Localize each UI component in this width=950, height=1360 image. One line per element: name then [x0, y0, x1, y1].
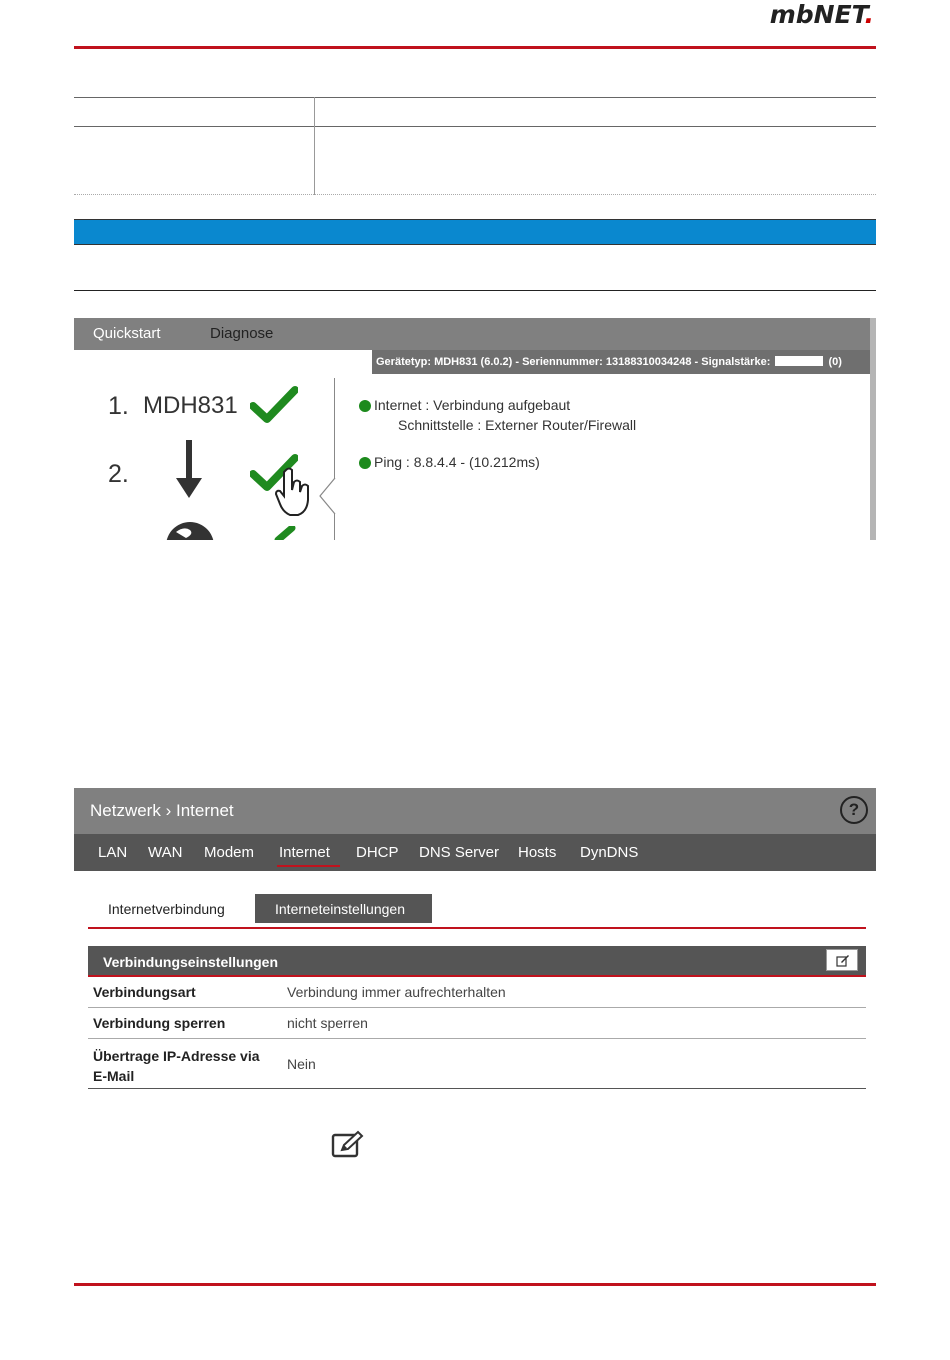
row-value-verbindung-sperren: nicht sperren: [287, 1015, 368, 1031]
blue-banner: [74, 219, 876, 245]
step-1-device: MDH831: [143, 392, 238, 419]
internet-status-dot: [359, 400, 371, 412]
row-label-ip-email: [93, 1046, 260, 1086]
interface-status-value: Externer Router/Firewall: [485, 417, 637, 433]
table-column-divider: [314, 97, 315, 195]
signal-strength-bar: [775, 356, 823, 366]
pointer-notch: [318, 478, 336, 514]
network-menu: [74, 834, 876, 871]
signal-value: (0): [828, 356, 842, 368]
breadcrumb-separator-icon: ›: [165, 801, 172, 820]
section-header: [88, 946, 866, 977]
interface-status: [398, 417, 636, 433]
row-label-verbindung-sperren: Verbindung sperren: [93, 1015, 226, 1031]
steps-divider: [334, 378, 335, 540]
interface-status-key: Schnittstelle :: [398, 417, 482, 433]
quickstart-tabbar: [74, 318, 870, 350]
table-rule-bottom: [74, 194, 876, 195]
page-header: [74, 788, 876, 834]
edit-icon-large: [330, 1130, 366, 1160]
logo-dot: .: [864, 0, 874, 29]
internet-status-value: Verbindung aufgebaut: [433, 397, 571, 413]
section-title: Verbindungseinstellungen: [103, 954, 279, 970]
device-info-bar: [372, 350, 870, 374]
tab-diagnose[interactable]: Diagnose: [210, 325, 274, 342]
mbnet-logo: [770, 0, 874, 29]
row-divider: [88, 1038, 866, 1039]
footer-divider: [74, 1283, 876, 1286]
row-value-verbindungsart: Verbindung immer aufrechterhalten: [287, 984, 506, 1000]
breadcrumb-internet: Internet: [176, 801, 234, 820]
step-1-check-icon: [250, 386, 298, 424]
internet-status-key: Internet :: [374, 397, 430, 413]
header-divider: [74, 46, 876, 49]
menu-item-dhcp[interactable]: DHCP: [356, 844, 399, 861]
globe-icon: [162, 518, 218, 540]
row-value-ip-email: Nein: [287, 1056, 316, 1072]
tab-quickstart[interactable]: Quickstart: [93, 325, 161, 342]
row-label-ip-email-line2: E-Mail: [93, 1068, 135, 1084]
logo-text: mbNET: [769, 0, 865, 29]
row-label-ip-email-line1: Übertrage IP-Adresse via: [93, 1048, 260, 1064]
step-1-number: 1.: [108, 392, 129, 420]
breadcrumb: [90, 801, 234, 821]
step-2-number: 2.: [108, 460, 129, 488]
scrollbar[interactable]: [870, 318, 876, 540]
ping-status: [374, 454, 540, 470]
menu-item-dyndns[interactable]: DynDNS: [580, 844, 639, 861]
device-info-text: Gerätetyp: MDH831 (6.0.2) - Seriennummer: 13188310034248 - Signalstärke:: [376, 356, 771, 368]
ping-status-dot: [359, 457, 371, 469]
arrow-down-icon: [174, 438, 204, 502]
ping-status-key: Ping :: [374, 454, 410, 470]
menu-item-dns-server[interactable]: DNS Server: [419, 844, 500, 861]
row-divider: [88, 1007, 866, 1008]
table-rule-top: [74, 97, 876, 98]
table-rule-mid: [74, 126, 876, 127]
hand-cursor-icon: [274, 466, 314, 518]
breadcrumb-netzwerk[interactable]: Netzwerk: [90, 801, 161, 820]
section-rule: [74, 290, 876, 291]
menu-item-wan[interactable]: WAN: [148, 844, 183, 861]
tab-interneteinstellungen[interactable]: [255, 894, 432, 923]
tab-interneteinstellungen-label: Interneteinstellungen: [275, 901, 405, 917]
row-label-verbindungsart: Verbindungsart: [93, 984, 196, 1000]
help-icon[interactable]: ?: [840, 796, 868, 824]
menu-item-internet[interactable]: Internet: [279, 844, 330, 861]
edit-button[interactable]: [826, 949, 858, 971]
table-bottom-rule: [88, 1088, 866, 1089]
internet-status: [374, 397, 570, 413]
menu-active-indicator: [277, 865, 340, 867]
step-3-check-icon: [270, 526, 300, 540]
quickstart-panel: [74, 318, 876, 540]
subtab-divider: [88, 927, 866, 929]
edit-icon: [836, 954, 850, 967]
ping-status-value: 8.8.4.4 - (10.212ms): [413, 454, 540, 470]
menu-item-modem[interactable]: Modem: [204, 844, 255, 861]
tab-internetverbindung[interactable]: Internetverbindung: [108, 901, 225, 917]
menu-item-hosts[interactable]: Hosts: [518, 844, 557, 861]
menu-item-lan[interactable]: LAN: [98, 844, 128, 861]
